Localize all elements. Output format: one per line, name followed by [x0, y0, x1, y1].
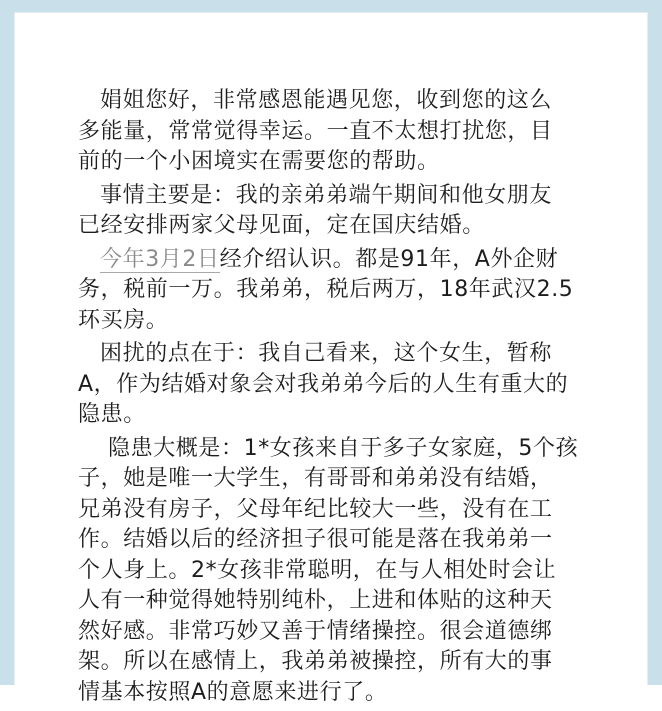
- paragraph-background: [78, 245, 598, 337]
- paragraph-concern: [78, 339, 598, 431]
- text-line: 多能量，常常觉得幸运。一直不太想打扰您，目: [78, 118, 553, 144]
- message-body: [78, 86, 598, 711]
- text-line: 然好感。非常巧妙又善于情绪操控。很会道德绑: [78, 618, 553, 644]
- text-line: 隐患。: [78, 402, 146, 427]
- text-line: 子，她是唯一大学生，有哥哥和弟弟没有结婚，: [78, 466, 553, 491]
- text-segment: 经介绍认识。都是91年，A外企财: [219, 246, 559, 272]
- paragraph-situation: [78, 181, 598, 242]
- text-line: 架。所以在感情上，我弟弟被操控，所有大的事: [78, 649, 553, 674]
- text-line: A，作为结婚对象会对我弟弟今后的人生有重大的: [78, 371, 569, 397]
- text-line: 已经安排两家父母见面，定在国庆结婚。: [78, 213, 485, 238]
- date-link[interactable]: 今年3月2日: [100, 246, 220, 272]
- text-line: 娟姐您好，非常感恩能遇见您，收到您的这么: [100, 88, 553, 113]
- text-line: 前的一个小困境实在需要您的帮助。: [78, 149, 440, 174]
- text-line: 环买房。: [78, 307, 169, 333]
- text-line: 事情主要是：我的亲弟弟端午期间和他女朋友: [100, 182, 553, 208]
- text-line: 人有一种觉得她特别纯朴，上进和体贴的这种天: [78, 588, 553, 613]
- paragraph-risks: [78, 434, 598, 709]
- text-line: 个人身上。2*女孩非常聪明，在与人相处时会让: [78, 557, 557, 583]
- paragraph-greeting: [78, 86, 598, 178]
- text-line: 隐患大概是：1*女孩来自于多子女家庭，5个孩: [108, 435, 579, 461]
- text-line: 兄弟没有房子，父母年纪比较大一些，没有在工: [78, 496, 553, 522]
- text-line: 困扰的点在于：我自己看来，这个女生，暂称: [100, 341, 553, 366]
- text-line: 情基本按照A的意愿来进行了。: [78, 679, 388, 705]
- text-line: [78, 245, 598, 276]
- text-line: 作。结婚以后的经济担子很可能是落在我弟弟一: [78, 527, 553, 552]
- text-line: 务，税前一万。我弟弟，税后两万，18年武汉2.5: [78, 277, 574, 302]
